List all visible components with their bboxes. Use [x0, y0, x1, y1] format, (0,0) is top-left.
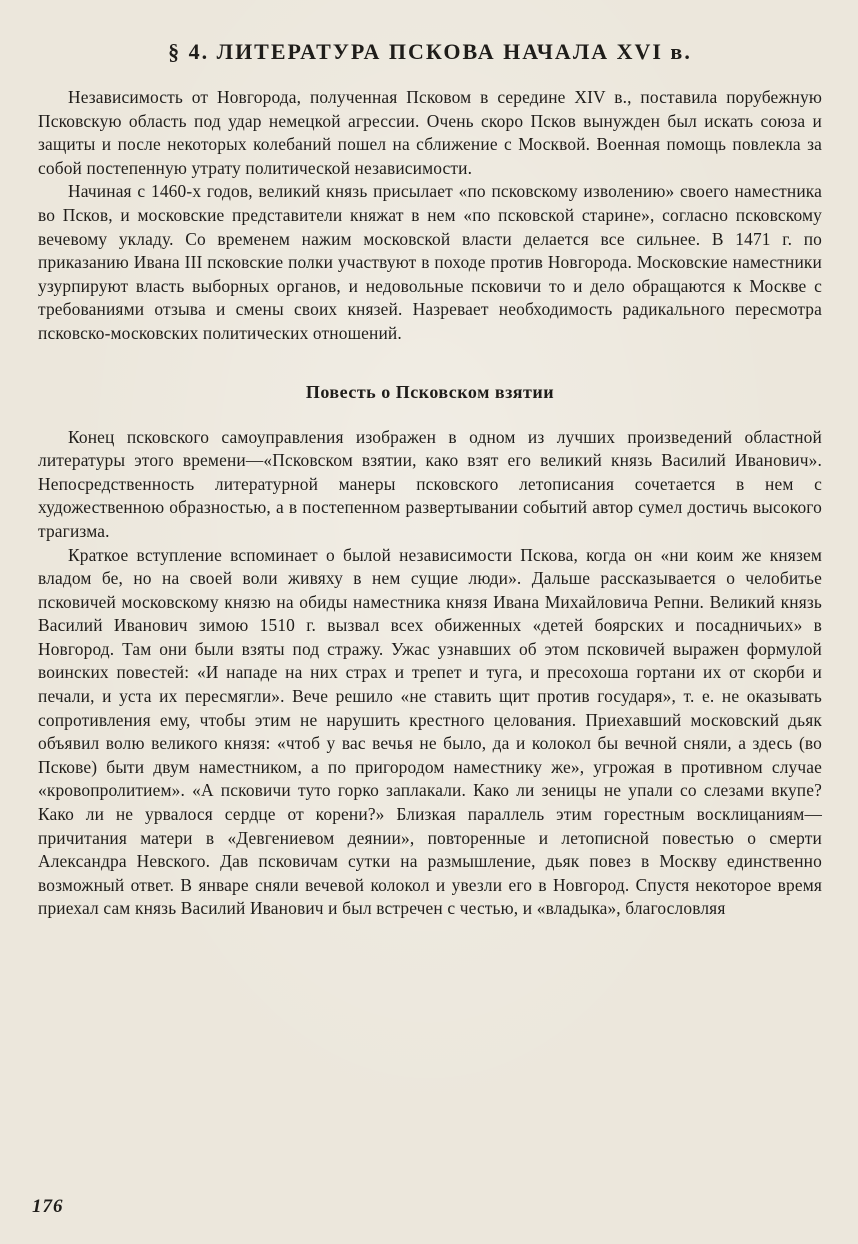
page-number: 176 — [32, 1196, 64, 1217]
chapter-heading: § 4. ЛИТЕРАТУРА ПСКОВА НАЧАЛА XVI в. — [168, 39, 692, 64]
section-paragraph-1: Конец псковского самоуправления изображен в одном из лучших произведений областной литературы этого времени—«Псковском взятии, како взят его великий князь Василий Иванович». Непосредственность литературной манеры псковского летописания сочетается в нем с художественною образностью, а в постепенном развертывании событий автор сумел достичь высокого трагизма. — [38, 426, 822, 541]
section-paragraph-2: Краткое вступление вспоминает о былой независимости Пскова, когда он «ни коим же князем владом бе, но на своей воли живяху в нем сущие люди». Дальше рассказывается о челобитье псковичей московскому князю на обиды наместника князя Ивана Михайловича Репни. Великий князь Василий Иванович зимою 1510 г. вызвал всех обиженных «детей боярских и посадничьих» в Новгород. Там они были взяты под стражу. Ужас узнавших об этом псковичей выражен формулой воинских повестей: «И нападе на них страх и трепет и туга, и пресохоша гортани их от скорби и печали, и уста их пересмягли». Вече решило «не ставить щит против государя», т. е. не оказывать сопротивления ему, чтобы этим не нарушить крестного целования. Приехавший московский дьяк объявил волю великого князя: «чтоб у вас вечья не было, да и колокол бы вечной сняли, а здесь (во Пскове) быти двум наместником, а по пригородом наместнику же», угрожая в противном случае «кровопролитием». «А псковичи туто горко заплакали. Како ли зеницы не упали со слезами вкупе? Како ли не урвалося сердце от корени?» Близкая параллель этим горестным восклицаниям—причитания матери в «Девгениевом деянии», повторенные и летописной повестью о смерти Александра Невского. Дав псковичам сутки на размышление, дьяк повез в Москву единственно возможный ответ. В январе сняли вечевой колокол и увезли его в Новгород. Спустя некоторое время приехал сам князь Василий Иванович и был встречен с честью, и «владыка», благословляя — [38, 544, 822, 919]
intro-paragraph-1: Независимость от Новгорода, полученная Псковом в середине XIV в., поставила порубежную Псковскую область под удар немецкой агрессии. Очень скоро Псков вынужден был искать союза и защиты и после некоторых колебаний пошел на сближение с Москвой. Военная помощь повлекла за собой постепенную утрату политической независимости. — [38, 87, 822, 178]
intro-paragraph-2: Начиная с 1460-х годов, великий князь присылает «по псковскому изволению» своего наместника во Псков, и московские представители княжат в нем «по псковской старине», согласно псковскому вечевому укладу. Со временем нажим московской власти делается все сильнее. В 1471 г. по приказанию Ивана III псковские полки участвуют в походе против Новгорода. Московские наместники узурпируют власть выборных органов, и недовольные псковичи то и дело обращаются к Москве с требованиями отзыва и смены своих князей. Назревает необходимость радикального пересмотра псковско-московских политических отношений. — [38, 181, 822, 343]
section-title: Повесть о Псковском взятии — [305, 381, 555, 402]
